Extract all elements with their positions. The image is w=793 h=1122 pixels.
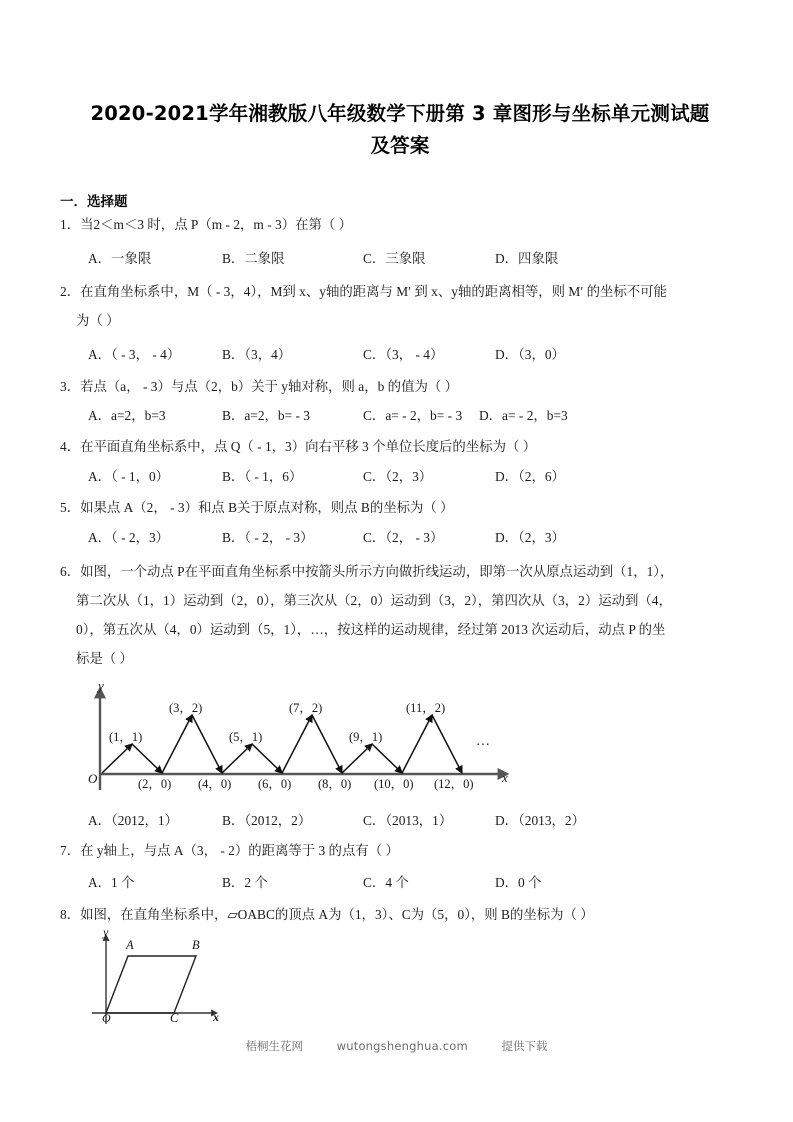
question-6-option-d[interactable]: D．（2013，2）	[495, 813, 586, 828]
zigzag-valley-label-3: (6，0)	[258, 777, 292, 791]
zigzag-peak-label-1: (1，1)	[109, 730, 143, 744]
question-5-option-a[interactable]: A．（ - 2，3）	[88, 530, 170, 545]
footer-site-name: 梧桐生花网	[245, 1039, 303, 1053]
parallelogram-y-axis-label: y	[103, 925, 109, 939]
parallelogram-vertex-label-c: C	[170, 1011, 179, 1025]
footer-site-url: wutongshenghua.com	[336, 1039, 468, 1053]
zigzag-peak-label-4: (7，2)	[289, 701, 323, 715]
question-7-text: 7．在 y轴上，与点 A（3， - 2）的距离等于 3 的点有（ ）	[60, 843, 399, 858]
question-3-option-a[interactable]: A．a=2，b=3	[88, 408, 166, 423]
page-title	[56, 98, 744, 162]
parallelogram-shape	[106, 956, 196, 1013]
parallelogram-origin-label: O	[102, 1011, 111, 1025]
zigzag-segments	[102, 715, 462, 773]
question-2-option-b[interactable]: B．（3，4）	[222, 347, 292, 362]
question-2-text-line-2: 为（ ）	[76, 313, 120, 328]
question-3-option-d[interactable]: D．a= - 2，b=3	[479, 408, 568, 423]
question-1-option-d[interactable]: D．四象限	[495, 251, 559, 266]
zigzag-valley-label-6: (12，0)	[434, 777, 474, 791]
question-7-option-c[interactable]: C．4 个	[363, 875, 409, 890]
zigzag-valley-label-4: (8，0)	[318, 777, 352, 791]
zigzag-peak-label-5: (9，1)	[349, 730, 383, 744]
figure-parallelogram	[88, 925, 228, 1033]
question-6-option-a[interactable]: A．（2012，1）	[88, 813, 179, 828]
page-title-line-2: 及答案	[370, 134, 430, 157]
zigzag-valley-label-1: (2，0)	[138, 777, 172, 791]
question-3-option-c[interactable]: C．a= - 2，b= - 3	[363, 408, 463, 423]
zigzag-x-axis-label: x	[502, 770, 508, 785]
question-5-text: 5．如果点 A（2， - 3）和点 B关于原点对称，则点 B的坐标为（ ）	[60, 500, 454, 515]
question-1-option-c[interactable]: C．三象限	[363, 251, 426, 266]
zigzag-origin-label: O	[88, 771, 98, 786]
question-4-option-a[interactable]: A．（ - 1，0）	[88, 469, 170, 484]
question-4-option-b[interactable]: B．（ - 1，6）	[222, 469, 303, 484]
parallelogram-x-axis-label: x	[213, 1010, 219, 1024]
question-3-text: 3．若点（a， - 3）与点（2，b）关于 y轴对称，则 a，b 的值为（ ）	[60, 379, 458, 394]
question-4-option-c[interactable]: C．（2，3）	[363, 469, 433, 484]
zigzag-peak-label-2: (3，2)	[169, 701, 203, 715]
parallelogram-vertex-label-a: A	[126, 938, 134, 952]
question-2-option-a[interactable]: A．（ - 3， - 4）	[88, 347, 181, 362]
parallelogram-vertex-label-b: B	[192, 938, 200, 952]
zigzag-valley-label-2: (4，0)	[198, 777, 232, 791]
question-7-option-d[interactable]: D．0 个	[495, 875, 542, 890]
question-6-text-line-3: 0），第五次从（4，0）运动到（5，1），…，按这样的运动规律，经过第 2013 次运动后，动点 P 的坐	[76, 622, 666, 637]
zigzag-ellipsis: …	[476, 734, 491, 749]
footer	[0, 1038, 793, 1054]
section-heading-choice: 一．选择题	[60, 194, 128, 210]
question-2-option-d[interactable]: D．（3，0）	[495, 347, 565, 362]
question-6-text-line-2: 第二次从（1，1）运动到（2，0），第三次从（2，0）运动到（3，2），第四次从（3，2）运动到（4，	[76, 593, 672, 608]
question-7-option-b[interactable]: B．2 个	[222, 875, 268, 890]
question-6-text-line-4: 标是（ ）	[76, 651, 133, 666]
question-2-option-c[interactable]: C．（3， - 4）	[363, 347, 444, 362]
footer-note: 提供下载	[501, 1039, 548, 1053]
question-4-text: 4．在平面直角坐标系中，点 Q（ - 1，3）向右平移 3 个单位长度后的坐标为（ ）	[60, 439, 537, 454]
question-4-option-d[interactable]: D．（2，6）	[495, 469, 565, 484]
question-1-text: 1．当2＜m＜3 时，点 P（m - 2，m - 3）在第（ ）	[60, 217, 352, 232]
question-6-option-c[interactable]: C．（2013，1）	[363, 813, 453, 828]
question-2-text-line-1: 2．在直角坐标系中，M（ - 3，4），M到 x、y轴的距离与 M′ 到 x、y轴的距离相等，则 M′ 的坐标不可能	[60, 284, 667, 299]
page-title-line-1: 2020-2021学年湘教版八年级数学下册第 3 章图形与坐标单元测试题	[90, 102, 710, 125]
zigzag-peak-label-3: (5，1)	[229, 730, 263, 744]
question-6-option-b[interactable]: B．（2012，2）	[222, 813, 312, 828]
question-8-text: 8．如图，在直角坐标系中，▱OABC的顶点 A为（1，3）、C为（5，0），则 B的坐标为（ ）	[60, 907, 594, 922]
zigzag-y-axis-label: y	[98, 678, 104, 693]
question-3-option-b[interactable]: B．a=2，b= - 3	[222, 408, 311, 423]
question-1-option-b[interactable]: B．二象限	[222, 251, 285, 266]
question-7-option-a[interactable]: A．1 个	[88, 875, 135, 890]
question-5-option-c[interactable]: C．（2， - 3）	[363, 530, 444, 545]
question-1-option-a[interactable]: A．一象限	[88, 251, 152, 266]
zigzag-valley-label-5: (10，0)	[374, 777, 414, 791]
figure-zigzag-path	[86, 678, 516, 799]
question-5-option-b[interactable]: B．（ - 2， - 3）	[222, 530, 314, 545]
question-6-text-line-1: 6．如图，一个动点 P在平面直角坐标系中按箭头所示方向做折线运动，即第一次从原点运动到（1，1），	[60, 564, 674, 579]
question-5-option-d[interactable]: D．（2，3）	[495, 530, 565, 545]
zigzag-peak-label-6: (11，2)	[406, 701, 446, 715]
